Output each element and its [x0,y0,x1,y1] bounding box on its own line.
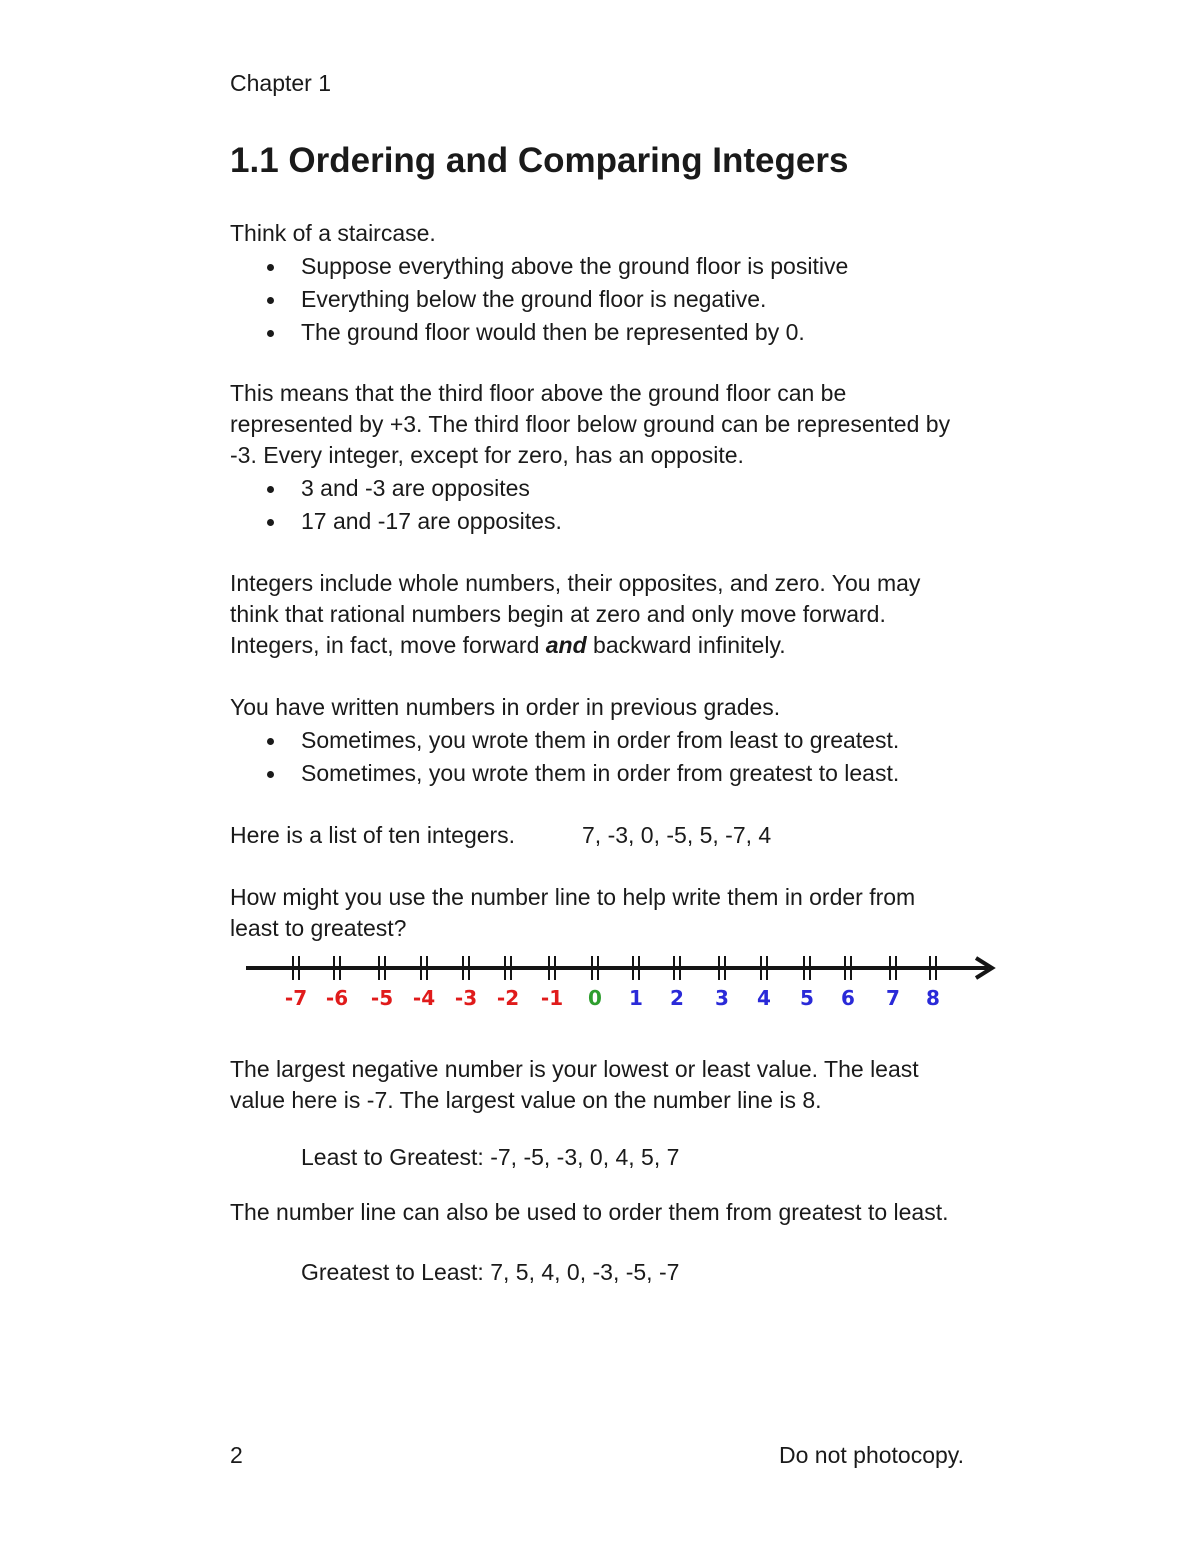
list-item: The ground floor would then be represented by 0. [230,317,848,350]
integer-list-label: Here is a list of ten integers. [230,822,516,848]
list-item: Suppose everything above the ground floor is positive [230,251,848,284]
paragraph-line: -3. Every integer, except for zero, has an opposite. [230,442,744,468]
order-bullets [230,725,899,791]
paragraph-line: Integers include whole numbers, their opposites, and zero. You may [230,570,921,596]
opposites-paragraph [230,378,990,471]
number-line [240,948,1010,1023]
number-line-label: -4 [412,986,436,1010]
number-line-label: -2 [496,986,520,1010]
integer-list-values: 7, -3, 0, -5, 5, -7, 4 [582,822,772,848]
chapter-label: Chapter 1 [230,70,332,96]
list-item: 17 and -17 are opposites. [230,506,562,539]
list-item: 3 and -3 are opposites [230,473,562,506]
least-to-greatest: Least to Greatest: -7, -5, -3, 0, 4, 5, 7 [301,1144,680,1170]
number-line-label: 1 [629,986,643,1010]
number-line-label: 5 [800,986,814,1010]
list-item: Everything below the ground floor is negative. [230,284,848,317]
paragraph-line: least to greatest? [230,915,407,941]
number-line-label: 6 [841,986,855,1010]
copyright-notice: Do not photocopy. [779,1442,964,1468]
paragraph-line: represented by +3. The third floor below ground can be represented by [230,411,951,437]
paragraph-line: think that rational numbers begin at zero and only move forward. [230,601,886,627]
number-line-label: -1 [540,986,564,1010]
greatest-to-least: Greatest to Least: 7, 5, 4, 0, -3, -5, -7 [301,1259,680,1285]
opposites-bullets [230,473,562,539]
paragraph-line: How might you use the number line to help write them in order from [230,884,916,910]
emphasis-and: and [545,632,587,658]
number-line-label: -6 [325,986,349,1010]
number-line-label: 4 [757,986,771,1010]
integer-list-line [230,820,772,851]
number-line-label: -5 [370,986,394,1010]
paragraph-line: value here is -7. The largest value on the number line is 8. [230,1087,822,1113]
paragraph-line: The largest negative number is your lowest or least value. The least [230,1056,919,1082]
page-title: 1.1 Ordering and Comparing Integers [230,141,849,180]
number-line-label: 2 [670,986,684,1010]
number-line-label: 3 [715,986,729,1010]
number-line-label: 0 [588,986,602,1010]
greatest-to-least-intro: The number line can also be used to order them from greatest to least. [230,1199,949,1225]
number-line-label: -3 [454,986,478,1010]
paragraph-line: Integers, in fact, move forward [230,632,546,658]
order-intro: You have written numbers in order in previous grades. [230,694,781,720]
number-line-label: 8 [926,986,940,1010]
integers-paragraph [230,568,990,661]
list-item: Sometimes, you wrote them in order from greatest to least. [230,758,899,791]
number-line-label: 7 [886,986,900,1010]
staircase-bullets [230,251,848,350]
least-value-paragraph [230,1054,990,1116]
number-line-question [230,882,990,944]
paragraph-line: This means that the third floor above the ground floor can be [230,380,847,406]
number-line-label: -7 [284,986,308,1010]
list-item: Sometimes, you wrote them in order from least to greatest. [230,725,899,758]
page-number: 2 [230,1442,243,1468]
paragraph-line: backward infinitely. [586,632,786,658]
staircase-intro: Think of a staircase. [230,220,436,246]
